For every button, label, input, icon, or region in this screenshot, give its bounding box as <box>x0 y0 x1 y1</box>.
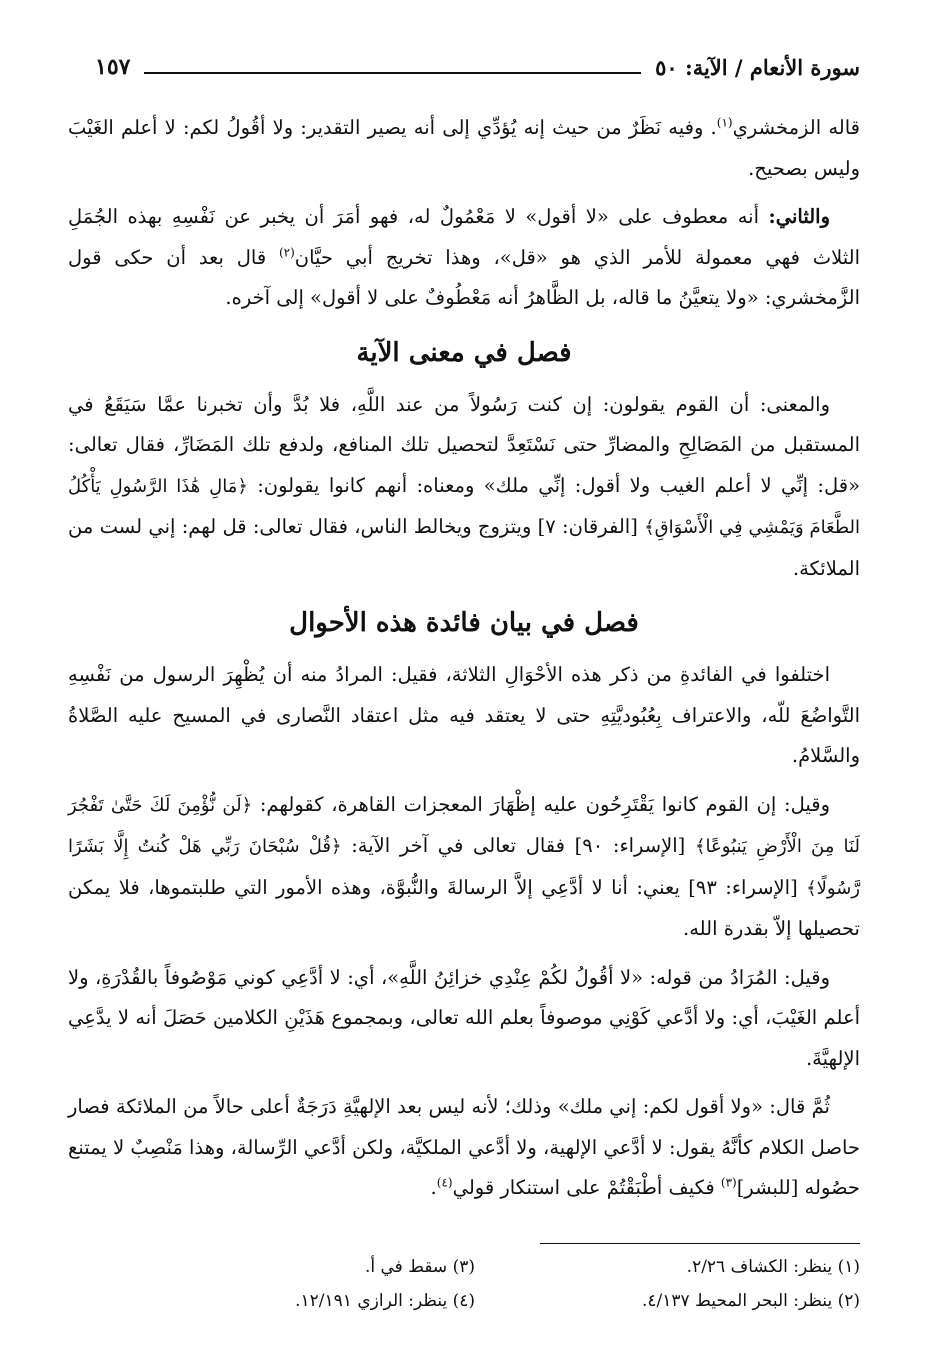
paragraph: والمعنى: أن القوم يقولون: إن كنت رَسُولاً من عند اللَّهِ، فلا بُدَّ وأن تخبرنا عمَّا سَيَقَعُ في المستقبل من المَصَالِحِ والمضارِّ حتى نَسْتَعِدَّ لتحصيل تلك المنافع، ولدفع تلك المَضَارِّ، فقال تعالى: «قل: إنِّي لا أعلم الغيب ولا أقول: إنِّي ملك» ومعناه: أنهم كانوا يقولون: ﴿مَالِ هَٰذَا الرَّسُولِ يَأْكُلُ الطَّعَامَ وَيَمْشِي فِي الْأَسْوَاقِ﴾ [الفرقان: ٧] ويتزوج ويخالط الناس، فقال تعالى: قل لهم: إني لست من الملائكة. <box>68 392 861 580</box>
footnote-ref: (٢) <box>278 245 295 259</box>
footnote-separator <box>540 1243 860 1244</box>
paragraph-label: والثاني: <box>768 205 830 228</box>
quran-verse: ﴿مَالِ هَٰذَا الرَّسُولِ يَأْكُلُ الطَّعَامَ وَيَمْشِي فِي الْأَسْوَاقِ﴾ <box>68 475 861 538</box>
surah-verse-title: سورة الأنعام / الآية: ٥٠ <box>655 55 860 80</box>
footnote-ref: (٣) <box>720 1175 737 1190</box>
paragraph: اختلفوا في الفائدةِ من ذكر هذه الأحْوَالِ الثلاثة، فقيل: المرادُ منه أن يُظْهِرَ الرسول من نَفْسِهِ التَّواضُعَ للّه، والاعتراف بِعُبُوديَّتِهِ حتى لا يعتقد فيه مثل اعتقاد النَّصارى في المسيح عليه الصَّلاةُ والسَّلامُ. <box>68 663 860 767</box>
main-text <box>68 108 860 1217</box>
running-header <box>95 38 860 78</box>
paragraph: ثُمَّ قال: «ولا أقول لكم: إني ملك» وذلك؛ لأنه ليس بعد الإلهيَّةِ دَرَجَةٌ أعلى حالاً من الملائكة فصار حاصل الكلام كأنَّهُ يقول: لا أدَّعي الإلهية، ولا أدَّعي الملكيَّة، ولكن أدَّعي الرِّسالة، وهذا مَنْصِبٌ لا يمتنع حصُوله [للبشر]$^{(٣)}$ فكيف أطْبَقْتُمْ على استنكار قولي$^{(٤)}$. <box>68 1095 860 1199</box>
paragraph: قاله الزمخشري$^{(١)}$. وفيه نَظَرٌ من حيث إنه يُؤدِّي إلى أنه يصير التقدير: ولا أقُولُ لكم: لا أعلم الغَيْبَ وليس بصحيح. <box>68 115 860 180</box>
footnote: (١) ينظر: الكشاف ٢/٢٦. <box>686 1257 860 1277</box>
quran-verse: ﴿لَن نُّؤْمِنَ لَكَ حَتَّىٰ تَفْجُرَ لَنَا مِنَ الْأَرْضِ يَنبُوعًا﴾ <box>68 794 860 857</box>
paragraph: وقيل: إن القوم كانوا يَقْتَرِحُون عليه إظْهَارَ المعجزات القاهرة، كقولهم: ﴿لَن نُّؤْمِنَ لَكَ حَتَّىٰ تَفْجُرَ لَنَا مِنَ الْأَرْضِ يَنبُوعًا﴾ [الإسراء: ٩٠] فقال تعالى في آخر الآية: ﴿قُلْ سُبْحَانَ رَبِّي هَلْ كُنتُ إِلَّا بَشَرًا رَّسُولًا﴾ [الإسراء: ٩٣] يعني: أنا لا أدَّعِي إلاَّ الرسالةَ والنُّبوَّة، وهذه الأمور التي طلبتموها، فلا يمكن تحصيلها إلاّ بقدرة الله. <box>68 792 860 940</box>
footnote: (٣) سقط في أ. <box>364 1257 475 1277</box>
footnote-ref: (٤) <box>436 1175 453 1190</box>
footnotes <box>160 1252 860 1316</box>
footnote: (٤) ينظر: الرازي ١٢/١٩١. <box>295 1291 475 1311</box>
quran-verse: ﴿قُلْ سُبْحَانَ رَبِّي هَلْ كُنتُ إِلَّا بَشَرًا رَّسُولًا﴾ <box>68 836 860 899</box>
paragraph: والثاني: أنه معطوف على «لا أقول» لا مَعْمُولٌ له، فهو أمَرَ أن يخبر عن نَفْسِهِ بهذه الجُمَلِ الثلاث فهي معمولة للأمر الذي هو «قل»، وهذا تخريج أبي حيَّان$^{(٢)}$ قال بعد أن حكى قول الزَّمخشري: «ولا يتعيَّنُ ما قاله، بل الظَّاهرُ أنه مَعْطُوفٌ على لا أقول» إلى آخره. <box>68 205 860 309</box>
section-heading: فصل في بيان فائدة هذه الأحوال <box>289 608 639 638</box>
footnote: (٢) ينظر: البحر المحيط ٤/١٣٧. <box>642 1291 860 1311</box>
paragraph: وقيل: المُرَادُ من قوله: «لا أقُولُ لكُمْ عِنْدِي خزائِنُ اللَّهِ»، أي: لا أدَّعِي كوني مَوْصُوفاً بالقُدْرَةِ، ولا أعلم الغَيْبَ، أي: ولا أدَّعي كَوْنِي موصوفاً بعلم الله تعالى، وبمجموع هَذَيْنِ الكلامين حَصَلَ أنه لا يدَّعِي الإلهيَّةَ. <box>68 965 860 1070</box>
header-rule <box>144 72 641 74</box>
page-number: ١٥٧ <box>95 54 131 80</box>
footnote-ref: (١) <box>716 115 733 130</box>
section-heading: فصل في معنى الآية <box>356 337 572 368</box>
